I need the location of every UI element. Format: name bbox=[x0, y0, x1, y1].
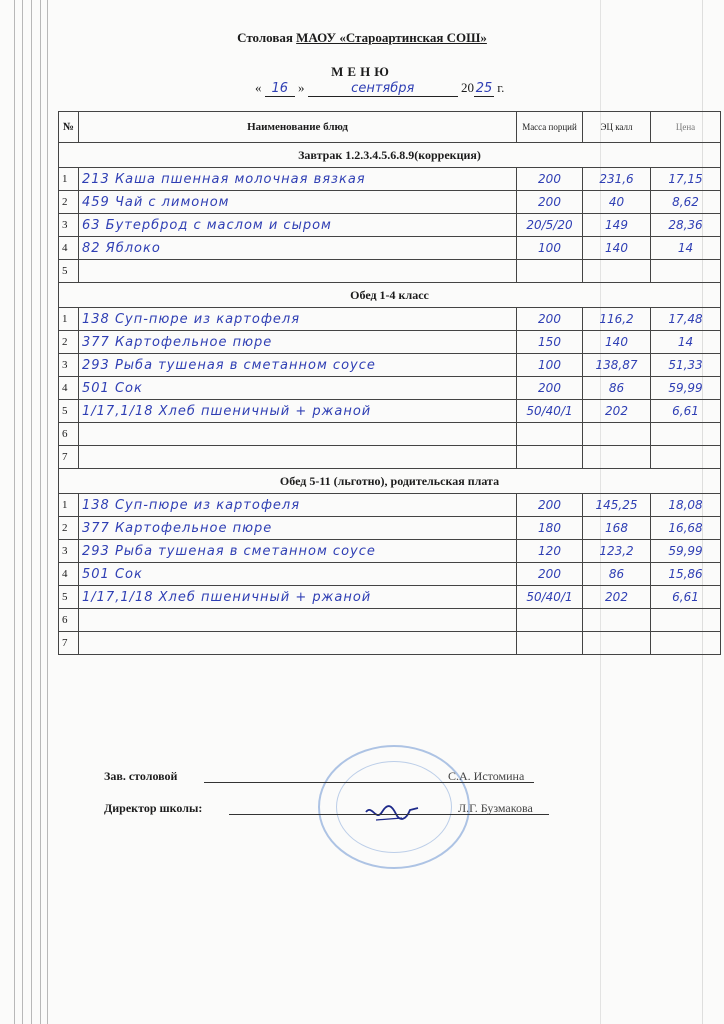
organization-title bbox=[0, 30, 724, 46]
dish-energy: 231,6 bbox=[583, 168, 651, 191]
date-day: 16 bbox=[265, 81, 295, 97]
dish-name: 138 Суп-пюре из картофеля bbox=[79, 494, 517, 517]
dish-mass: 200 bbox=[517, 191, 583, 214]
dish-name: 1/17,1/18 Хлеб пшеничный + ржаной bbox=[79, 586, 517, 609]
director-label: Директор школы: bbox=[104, 801, 203, 815]
table-row bbox=[59, 377, 721, 400]
table-row bbox=[59, 331, 721, 354]
dish-price bbox=[651, 423, 721, 446]
table-row bbox=[59, 446, 721, 469]
dish-name bbox=[79, 609, 517, 632]
dish-name: 377 Картофельное пюре bbox=[79, 331, 517, 354]
dish-price: 59,99 bbox=[651, 540, 721, 563]
table-row bbox=[59, 168, 721, 191]
row-number: 4 bbox=[59, 563, 79, 586]
date-century: 20 bbox=[461, 80, 474, 95]
row-number: 1 bbox=[59, 494, 79, 517]
dish-mass: 50/40/1 bbox=[517, 400, 583, 423]
dish-energy: 138,87 bbox=[583, 354, 651, 377]
dish-price: 51,33 bbox=[651, 354, 721, 377]
row-number: 5 bbox=[59, 260, 79, 283]
dish-mass: 100 bbox=[517, 354, 583, 377]
director-signature bbox=[362, 800, 422, 830]
header-mass: Масса порций bbox=[517, 112, 583, 143]
manager-label: Зав. столовой bbox=[104, 769, 178, 783]
row-number: 2 bbox=[59, 331, 79, 354]
table-row bbox=[59, 308, 721, 331]
dish-energy bbox=[583, 423, 651, 446]
dish-energy: 116,2 bbox=[583, 308, 651, 331]
dish-price: 17,15 bbox=[651, 168, 721, 191]
date-month: сентября bbox=[308, 81, 458, 97]
dish-price bbox=[651, 446, 721, 469]
row-number: 7 bbox=[59, 632, 79, 655]
dish-name bbox=[79, 632, 517, 655]
dish-name: 293 Рыба тушеная в сметанном соусе bbox=[79, 354, 517, 377]
dish-mass bbox=[517, 632, 583, 655]
scan-streak bbox=[47, 0, 48, 1024]
section-header-row bbox=[59, 143, 721, 168]
dish-mass: 20/5/20 bbox=[517, 214, 583, 237]
section-title: Обед 1-4 класс bbox=[59, 283, 721, 308]
dish-price bbox=[651, 260, 721, 283]
manager-signature-line bbox=[104, 769, 177, 784]
table-row bbox=[59, 632, 721, 655]
dish-name: 138 Суп-пюре из картофеля bbox=[79, 308, 517, 331]
dish-price: 14 bbox=[651, 331, 721, 354]
row-number: 6 bbox=[59, 423, 79, 446]
dish-energy: 145,25 bbox=[583, 494, 651, 517]
scan-streak bbox=[14, 0, 15, 1024]
dish-name bbox=[79, 423, 517, 446]
row-number: 2 bbox=[59, 191, 79, 214]
row-number: 1 bbox=[59, 168, 79, 191]
organization-prefix: Столовая bbox=[237, 30, 293, 45]
menu-date bbox=[255, 80, 504, 97]
table-row bbox=[59, 237, 721, 260]
dish-price: 18,08 bbox=[651, 494, 721, 517]
dish-mass bbox=[517, 423, 583, 446]
date-open-quote: « bbox=[255, 80, 262, 95]
table-row bbox=[59, 586, 721, 609]
dish-name: 459 Чай с лимоном bbox=[79, 191, 517, 214]
dish-energy bbox=[583, 632, 651, 655]
dish-name bbox=[79, 446, 517, 469]
dish-name: 82 Яблоко bbox=[79, 237, 517, 260]
dish-mass bbox=[517, 446, 583, 469]
header-energy: ЭЦ калл bbox=[583, 112, 651, 143]
director-signature-line bbox=[104, 801, 202, 816]
table-row bbox=[59, 191, 721, 214]
row-number: 2 bbox=[59, 517, 79, 540]
row-number: 6 bbox=[59, 609, 79, 632]
dish-price: 8,62 bbox=[651, 191, 721, 214]
menu-title: МЕНЮ bbox=[331, 64, 393, 79]
dish-energy: 140 bbox=[583, 237, 651, 260]
dish-mass: 120 bbox=[517, 540, 583, 563]
menu-table-body bbox=[59, 143, 721, 655]
dish-energy: 202 bbox=[583, 586, 651, 609]
dish-mass: 200 bbox=[517, 494, 583, 517]
dish-price bbox=[651, 609, 721, 632]
dish-price bbox=[651, 632, 721, 655]
scan-streak bbox=[22, 0, 23, 1024]
table-row bbox=[59, 423, 721, 446]
dish-energy: 40 bbox=[583, 191, 651, 214]
table-row bbox=[59, 400, 721, 423]
dish-mass: 200 bbox=[517, 563, 583, 586]
row-number: 5 bbox=[59, 400, 79, 423]
dish-energy bbox=[583, 260, 651, 283]
section-header-row bbox=[59, 283, 721, 308]
dish-mass: 200 bbox=[517, 377, 583, 400]
dish-name: 1/17,1/18 Хлеб пшеничный + ржаной bbox=[79, 400, 517, 423]
dish-energy: 168 bbox=[583, 517, 651, 540]
dish-name: 377 Картофельное пюре bbox=[79, 517, 517, 540]
manager-name: С.А. Истомина bbox=[448, 769, 525, 783]
row-number: 1 bbox=[59, 308, 79, 331]
row-number: 3 bbox=[59, 540, 79, 563]
row-number: 4 bbox=[59, 237, 79, 260]
dish-name: 63 Бутерброд с маслом и сыром bbox=[79, 214, 517, 237]
table-row bbox=[59, 609, 721, 632]
row-number: 7 bbox=[59, 446, 79, 469]
dish-price: 6,61 bbox=[651, 400, 721, 423]
dish-energy: 140 bbox=[583, 331, 651, 354]
dish-name: 501 Сок bbox=[79, 563, 517, 586]
organization-name: МАОУ «Староартинская СОШ» bbox=[296, 30, 487, 45]
dish-mass: 200 bbox=[517, 168, 583, 191]
dish-name: 213 Каша пшенная молочная вязкая bbox=[79, 168, 517, 191]
table-header-row bbox=[59, 112, 721, 143]
dish-energy: 149 bbox=[583, 214, 651, 237]
dish-price: 6,61 bbox=[651, 586, 721, 609]
dish-price: 14 bbox=[651, 237, 721, 260]
dish-energy: 202 bbox=[583, 400, 651, 423]
dish-energy bbox=[583, 609, 651, 632]
menu-table bbox=[58, 111, 721, 655]
dish-price: 59,99 bbox=[651, 377, 721, 400]
dish-mass: 150 bbox=[517, 331, 583, 354]
table-row bbox=[59, 540, 721, 563]
dish-energy: 86 bbox=[583, 377, 651, 400]
dish-mass: 50/40/1 bbox=[517, 586, 583, 609]
row-number: 4 bbox=[59, 377, 79, 400]
header-dish: Наименование блюд bbox=[79, 112, 517, 143]
header-price: Цена bbox=[651, 112, 721, 143]
table-row bbox=[59, 214, 721, 237]
table-row bbox=[59, 354, 721, 377]
date-year: 25 bbox=[475, 81, 493, 96]
dish-mass: 100 bbox=[517, 237, 583, 260]
table-row bbox=[59, 517, 721, 540]
table-row bbox=[59, 494, 721, 517]
scan-streak bbox=[40, 0, 41, 1024]
dish-energy: 86 bbox=[583, 563, 651, 586]
dish-mass bbox=[517, 260, 583, 283]
table-row bbox=[59, 260, 721, 283]
dish-energy: 123,2 bbox=[583, 540, 651, 563]
dish-name: 501 Сок bbox=[79, 377, 517, 400]
dish-name bbox=[79, 260, 517, 283]
row-number: 3 bbox=[59, 214, 79, 237]
dish-name: 293 Рыба тушеная в сметанном соусе bbox=[79, 540, 517, 563]
date-close-quote: » bbox=[298, 80, 305, 95]
dish-price: 17,48 bbox=[651, 308, 721, 331]
section-title: Завтрак 1.2.3.4.5.6.8.9(коррекция) bbox=[59, 143, 721, 168]
dish-price: 16,68 bbox=[651, 517, 721, 540]
section-header-row bbox=[59, 469, 721, 494]
dish-mass bbox=[517, 609, 583, 632]
table-row bbox=[59, 563, 721, 586]
row-number: 3 bbox=[59, 354, 79, 377]
dish-mass: 200 bbox=[517, 308, 583, 331]
director-name: Л.Г. Бузмакова bbox=[458, 801, 533, 815]
dish-price: 15,86 bbox=[651, 563, 721, 586]
dish-price: 28,36 bbox=[651, 214, 721, 237]
dish-energy bbox=[583, 446, 651, 469]
scan-streak bbox=[31, 0, 32, 1024]
dish-mass: 180 bbox=[517, 517, 583, 540]
section-title: Обед 5-11 (льготно), родительская плата bbox=[59, 469, 721, 494]
date-suffix: г. bbox=[497, 80, 505, 95]
row-number: 5 bbox=[59, 586, 79, 609]
header-number: № bbox=[59, 112, 79, 143]
